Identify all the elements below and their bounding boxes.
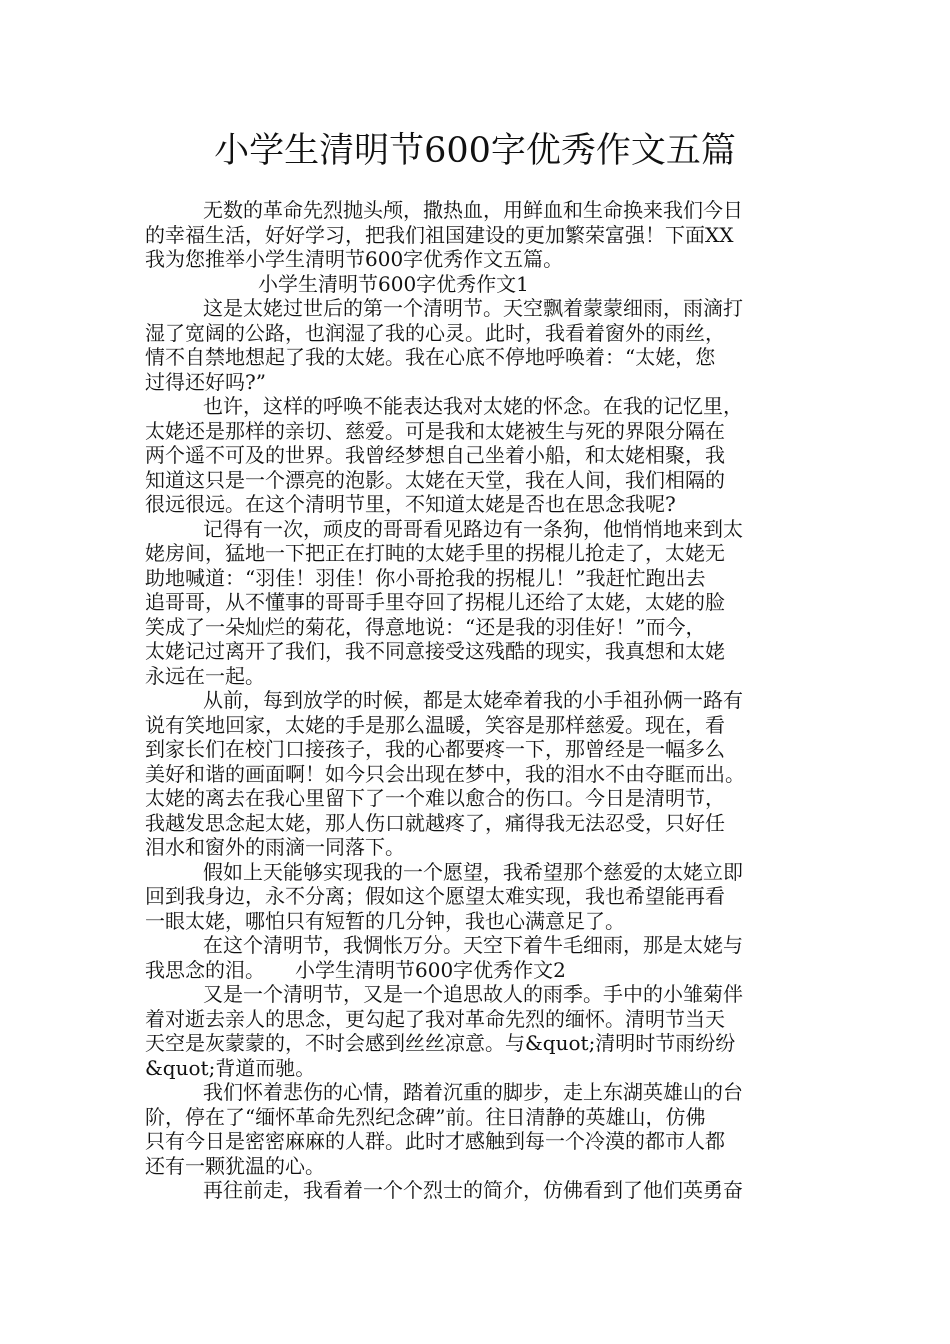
body-line: 永远在一起。 xyxy=(145,663,265,688)
body-line: 两个遥不可及的世界。我曾经梦想自己坐着小船，和太姥相聚，我 xyxy=(145,443,725,467)
body-line: 湿了宽阔的公路，也润湿了我的心灵。此时，我看着窗外的雨丝， xyxy=(145,320,725,345)
body-line: 记得有一次，顽皮的哥哥看见路边有一条狗，他悄悄地来到太 xyxy=(203,516,743,541)
body-line: 阶，停在了“缅怀革命先烈纪念碑”前。往日清静的英雄山，仿佛 xyxy=(145,1104,706,1129)
body-line: 过得还好吗?” xyxy=(145,369,266,394)
body-line: 我越发思念起太姥，那人伤口就越疼了，痛得我无法忍受，只好任 xyxy=(145,810,725,835)
body-line: 一眼太姥，哪怕只有短暂的几分钟，我也心满意足了。 xyxy=(145,908,625,933)
body-line: 泪水和窗外的雨滴一同落下。 xyxy=(145,835,405,859)
body-line: 又是一个清明节，又是一个追思故人的雨季。手中的小雏菊伴 xyxy=(203,982,743,1006)
body-line: 着对逝去亲人的思念，更勾起了我对革命先烈的缅怀。清明节当天 xyxy=(145,1006,725,1031)
body-line: 天空是灰蒙蒙的，不时会感到丝丝凉意。与&quot;清明时节雨纷纷 xyxy=(145,1031,736,1055)
document-body xyxy=(145,198,810,1203)
body-line: 太姥记过离开了我们，我不同意接受这残酷的现实，我真想和太姥 xyxy=(145,639,725,663)
body-line: 我思念的泪。 小学生清明节600字优秀作文2 xyxy=(145,957,566,982)
body-line: 在这个清明节，我惆怅万分。天空下着牛毛细雨，那是太姥与 xyxy=(203,933,743,957)
document-title: 小学生清明节600字优秀作文五篇 xyxy=(214,131,736,171)
body-line: 很远很远。在这个清明节里，不知道太姥是否也在思念我呢? xyxy=(145,492,676,516)
body-line: 我们怀着悲伤的心情，踏着沉重的脚步，走上东湖英雄山的台 xyxy=(203,1080,743,1104)
body-line: 小学生清明节600字优秀作文1 xyxy=(258,271,529,296)
body-line: 追哥哥，从不懂事的哥哥手里夺回了拐棍儿还给了太姥，太姥的脸 xyxy=(145,590,725,614)
body-line: 的幸福生活，好好学习，把我们祖国建设的更加繁荣富强！下面XX xyxy=(145,222,734,247)
body-line: 这是太姥过世后的第一个清明节。天空飘着蒙蒙细雨，雨滴打 xyxy=(203,296,743,320)
body-line: 美好和谐的画面啊！如今只会出现在梦中，我的泪水不由夺眶而出。 xyxy=(145,761,745,786)
body-line: 太姥还是那样的亲切、慈爱。可是我和太姥被生与死的界限分隔在 xyxy=(145,418,725,443)
body-line: 还有一颗犹温的心。 xyxy=(145,1153,325,1178)
body-line: 我为您推举小学生清明节600字优秀作文五篇。 xyxy=(145,247,564,271)
body-line: 无数的革命先烈抛头颅，撒热血，用鲜血和生命换来我们今日 xyxy=(203,198,743,222)
body-line: 再往前走，我看着一个个烈士的简介，仿佛看到了他们英勇奋 xyxy=(203,1178,743,1202)
body-line: 情不自禁地想起了我的太姥。我在心底不停地呼唤着：“太姥，您 xyxy=(145,345,716,369)
body-line: 太姥的离去在我心里留下了一个难以愈合的伤口。今日是清明节， xyxy=(145,786,725,810)
body-line: 也许，这样的呼唤不能表达我对太姥的怀念。在我的记忆里， xyxy=(203,394,743,418)
body-line: 假如上天能够实现我的一个愿望，我希望那个慈爱的太姥立即 xyxy=(203,859,743,884)
body-line: 到家长们在校门口接孩子，我的心都要疼一下，那曾经是一幅多么 xyxy=(145,737,725,761)
body-line: 回到我身边，永不分离；假如这个愿望太难实现，我也希望能再看 xyxy=(145,884,725,908)
body-line: 知道这只是一个漂亮的泡影。太姥在天堂，我在人间，我们相隔的 xyxy=(145,467,725,492)
body-line: 说有笑地回家，太姥的手是那么温暖，笑容是那样慈爱。现在，看 xyxy=(145,712,725,737)
body-line: 从前，每到放学的时候，都是太姥牵着我的小手祖孙俩一路有 xyxy=(203,688,743,712)
body-line: &quot;背道而驰。 xyxy=(145,1055,316,1080)
body-line: 笑成了一朵灿烂的菊花，得意地说：“还是我的羽佳好！”而今， xyxy=(145,614,706,639)
body-line: 姥房间，猛地一下把正在打盹的太姥手里的拐棍儿抢走了，太姥无 xyxy=(145,541,725,565)
body-line: 只有今日是密密麻麻的人群。此时才感触到每一个冷漠的都市人都 xyxy=(145,1129,725,1153)
body-line: 助地喊道：“羽佳！羽佳！你小哥抢我的拐棍儿！”我赶忙跑出去 xyxy=(145,565,706,590)
